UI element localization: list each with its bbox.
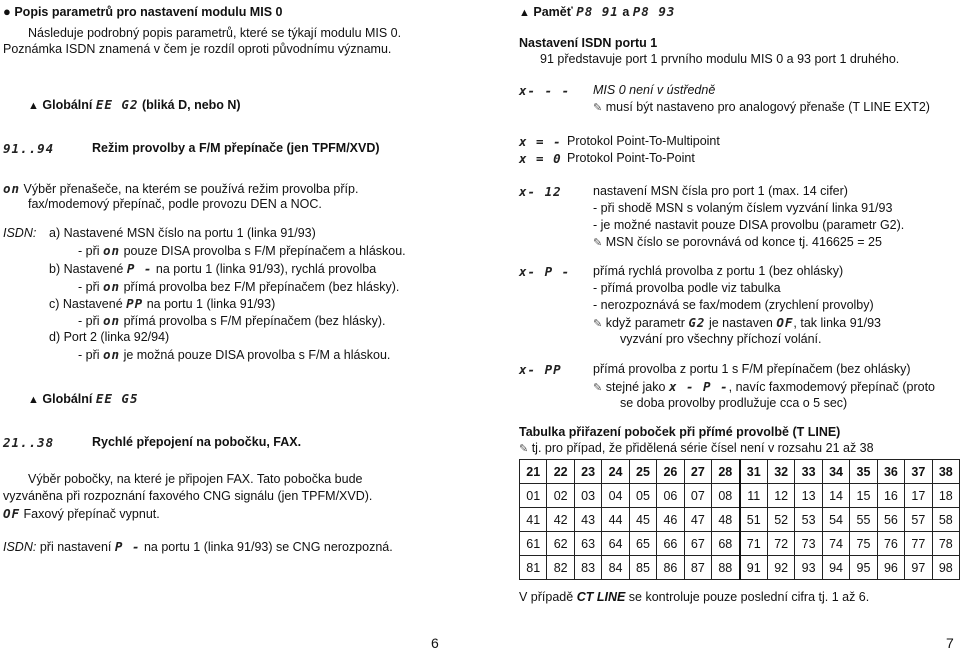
table-cell: 12 — [767, 484, 794, 508]
x-12-l2: - při shodě MSN s volaným číslem vyzvání linka 91/93 — [593, 201, 893, 215]
isdn-cng-line: ISDN: při nastavení P - na portu 1 (linka 91/93) se CNG nerozpozná. — [3, 539, 393, 554]
table-cell: 93 — [795, 556, 822, 580]
table-cell: 63 — [574, 532, 601, 556]
intro-line-1: Následuje podrobný popis parametrů, které se týkají modulu MIS 0. — [28, 26, 402, 40]
intro-line-2: Poznámka ISDN znamená v čem je rozdíl oproti původnímu významu. — [3, 42, 392, 56]
table-cell: 96 — [877, 556, 904, 580]
extension-table — [519, 459, 960, 580]
note-icon: ✎ — [593, 382, 603, 394]
x-eq1: x = - — [519, 134, 562, 149]
table-cell: 48 — [712, 508, 740, 532]
x-12-l4: ✎ MSN číslo se porovnává od konce tj. 416625 = 25 — [593, 235, 882, 249]
table-cell: 42 — [547, 508, 574, 532]
on-line-2: fax/modemový přepínač, podle provozu DEN a NOC. — [28, 197, 322, 211]
table-cell: 54 — [822, 508, 849, 532]
code-21-38: 21..38 — [3, 435, 55, 450]
table-cell: 08 — [712, 484, 740, 508]
table-cell: 14 — [822, 484, 849, 508]
table-cell: 91 — [740, 556, 768, 580]
bullet-icon: ● — [3, 4, 11, 19]
x-dash-l2: ✎ musí být nastaveno pro analogový přenaše (T LINE EXT2) — [593, 100, 930, 114]
table-cell: 02 — [547, 484, 574, 508]
global-ee-g5: ▲ Globální EE G5 — [28, 391, 139, 406]
table-cell: 06 — [657, 484, 684, 508]
section-91-94-header — [3, 141, 54, 157]
x-p-l3: - nerozpoznává se fax/modem (zrychlení provolby) — [593, 298, 874, 312]
fax-line-2: vyzváněna při rozpoznání faxového CNG signálu (jen TPFM/XVD). — [3, 489, 373, 503]
x-p-l2: - přímá provolba podle viz tabulka — [593, 281, 781, 295]
table-cell: 21 — [520, 460, 547, 484]
table-cell: 65 — [629, 532, 656, 556]
table-title: Tabulka přiřazení poboček při přímé provolbě (T LINE) — [519, 425, 841, 439]
table-cell: 05 — [629, 484, 656, 508]
table-row — [520, 508, 960, 532]
table-cell: 37 — [905, 460, 932, 484]
table-cell: 31 — [740, 460, 768, 484]
on-line-1: on Výběr přenašeče, na kterém se používá režim provolba příp. — [3, 181, 359, 196]
isdn-label: ISDN: — [3, 226, 37, 240]
table-cell: 87 — [684, 556, 711, 580]
triangle-icon: ▲ — [519, 7, 530, 19]
table-cell: 13 — [795, 484, 822, 508]
table-cell: 35 — [850, 460, 877, 484]
table-cell: 72 — [767, 532, 794, 556]
x-p-code: x- P - — [519, 264, 571, 279]
table-cell: 03 — [574, 484, 601, 508]
table-cell: 27 — [684, 460, 711, 484]
table-cell: 55 — [850, 508, 877, 532]
table-cell: 77 — [905, 532, 932, 556]
table-cell: 34 — [822, 460, 849, 484]
code-on: on — [3, 181, 21, 196]
ct-line-footer: V případě CT LINE se kontroluje pouze poslední cifra tj. 1 až 6. — [519, 590, 870, 604]
x-pp-code: x- PP — [519, 362, 562, 377]
table-cell: 44 — [602, 508, 629, 532]
code-ee-g2: EE G2 — [95, 97, 139, 112]
left-title: Popis parametrů pro nastavení modulu MIS 0 — [14, 5, 283, 19]
x-eq0: x = 0 — [519, 151, 562, 166]
section-21-38-code — [3, 435, 54, 451]
table-cell: 51 — [740, 508, 768, 532]
code-of: OF — [3, 506, 21, 521]
x-pp-l2: ✎ stejné jako x - P -, navíc faxmodemový přepínač (proto — [593, 379, 935, 394]
option-b-sub: - při on přímá provolba bez F/M přepínačem (bez hlásky). — [78, 279, 400, 294]
x-dash-l1: MIS 0 není v ústředně — [593, 83, 716, 97]
table-row — [520, 484, 960, 508]
fax-line-1: Výběr pobočky, na které je připojen FAX. Tato pobočka bude — [28, 472, 363, 486]
table-cell: 94 — [822, 556, 849, 580]
table-cell: 07 — [684, 484, 711, 508]
section-21-38-title: Rychlé přepojení na pobočku, FAX. — [92, 435, 302, 449]
table-cell: 92 — [767, 556, 794, 580]
x-eq1-text: Protokol Point-To-Multipoint — [567, 134, 720, 148]
code-91-94: 91..94 — [3, 141, 55, 156]
table-cell: 45 — [629, 508, 656, 532]
table-cell: 28 — [712, 460, 740, 484]
option-c-sub: - při on přímá provolba s F/M přepínačem (bez hlásky). — [78, 313, 386, 328]
table-cell: 74 — [822, 532, 849, 556]
table-cell: 81 — [520, 556, 547, 580]
isdn-port-title: Nastavení ISDN portu 1 — [519, 36, 658, 50]
option-a: a) Nastavené MSN číslo na portu 1 (linka 91/93) — [49, 226, 316, 240]
table-cell: 56 — [877, 508, 904, 532]
table-cell: 62 — [547, 532, 574, 556]
triangle-icon: ▲ — [28, 100, 39, 112]
table-cell: 11 — [740, 484, 768, 508]
option-c: c) Nastavené PP na portu 1 (linka 91/93) — [49, 296, 276, 311]
of-line: OF Faxový přepínač vypnut. — [3, 506, 160, 521]
table-cell: 71 — [740, 532, 768, 556]
table-cell: 68 — [712, 532, 740, 556]
table-cell: 82 — [547, 556, 574, 580]
table-cell: 32 — [767, 460, 794, 484]
table-cell: 43 — [574, 508, 601, 532]
x-p-l5: vyzvání pro všechny příchozí volání. — [620, 332, 822, 346]
table-cell: 53 — [795, 508, 822, 532]
table-cell: 47 — [684, 508, 711, 532]
table-cell: 18 — [932, 484, 959, 508]
x-12-code: x- 12 — [519, 184, 562, 199]
x-dash-code: x- - - — [519, 83, 571, 98]
memory-header: ▲ Paměť P8 91 a P8 93 — [519, 4, 676, 19]
table-cell: 95 — [850, 556, 877, 580]
table-cell: 23 — [574, 460, 601, 484]
x-pp-l1: přímá provolba z portu 1 s F/M přepínačem (bez ohlásky) — [593, 362, 911, 376]
page-number-left: 6 — [431, 635, 439, 651]
isdn-port-sub: 91 představuje port 1 prvního modulu MIS 0 a 93 port 1 druhého. — [540, 52, 900, 66]
table-cell: 17 — [905, 484, 932, 508]
option-d: d) Port 2 (linka 92/94) — [49, 330, 170, 344]
code-ee-g5: EE G5 — [95, 391, 139, 406]
x-12-l3: - je možné nastavit pouze DISA provolbu (parametr G2). — [593, 218, 905, 232]
x-p-l4: ✎ když parametr G2 je nastaven OF, tak linka 91/93 — [593, 315, 881, 330]
table-subtitle: ✎ tj. pro případ, že přidělená série čísel není v rozsahu 21 až 38 — [519, 441, 874, 455]
table-cell: 22 — [547, 460, 574, 484]
table-cell: 33 — [795, 460, 822, 484]
table-cell: 16 — [877, 484, 904, 508]
table-cell: 75 — [850, 532, 877, 556]
note-icon: ✎ — [519, 443, 529, 455]
table-cell: 88 — [712, 556, 740, 580]
table-cell: 24 — [602, 460, 629, 484]
note-icon: ✎ — [593, 237, 603, 249]
section-91-94-title: Režim provolby a F/M přepínače (jen TPFM/XVD) — [92, 141, 380, 155]
table-cell: 66 — [657, 532, 684, 556]
page-number-right: 7 — [946, 635, 954, 651]
table-cell: 04 — [602, 484, 629, 508]
table-cell: 41 — [520, 508, 547, 532]
table-cell: 46 — [657, 508, 684, 532]
option-a-sub: - při on pouze DISA provolba s F/M přepínačem a hláskou. — [78, 243, 406, 258]
table-cell: 67 — [684, 532, 711, 556]
table-row — [520, 460, 960, 484]
table-cell: 57 — [905, 508, 932, 532]
table-cell: 26 — [657, 460, 684, 484]
table-row — [520, 532, 960, 556]
global-ee-g2: ▲ Globální EE G2 (bliká D, nebo N) — [28, 97, 241, 112]
option-d-sub: - při on je možná pouze DISA provolba s F/M a hláskou. — [78, 347, 391, 362]
table-cell: 83 — [574, 556, 601, 580]
left-title-line — [3, 4, 282, 20]
table-cell: 98 — [932, 556, 959, 580]
table-cell: 61 — [520, 532, 547, 556]
table-cell: 15 — [850, 484, 877, 508]
table-row — [520, 556, 960, 580]
note-icon: ✎ — [593, 318, 603, 330]
note-icon: ✎ — [593, 102, 603, 114]
table-cell: 64 — [602, 532, 629, 556]
table-cell: 73 — [795, 532, 822, 556]
table-cell: 97 — [905, 556, 932, 580]
table-cell: 78 — [932, 532, 959, 556]
table-cell: 84 — [602, 556, 629, 580]
table-cell: 36 — [877, 460, 904, 484]
x-p-l1: přímá rychlá provolba z portu 1 (bez ohlásky) — [593, 264, 844, 278]
table-cell: 52 — [767, 508, 794, 532]
x-pp-l3: se doba provolby prodlužuje cca o 5 sec) — [620, 396, 848, 410]
table-cell: 58 — [932, 508, 959, 532]
table-cell: 86 — [657, 556, 684, 580]
x-12-l1: nastavení MSN čísla pro port 1 (max. 14 cifer) — [593, 184, 848, 198]
table-cell: 01 — [520, 484, 547, 508]
option-b: b) Nastavené P - na portu 1 (linka 91/93), rychlá provolba — [49, 261, 377, 276]
table-cell: 25 — [629, 460, 656, 484]
table-cell: 85 — [629, 556, 656, 580]
x-eq0-text: Protokol Point-To-Point — [567, 151, 695, 165]
table-cell: 38 — [932, 460, 959, 484]
table-cell: 76 — [877, 532, 904, 556]
triangle-icon: ▲ — [28, 394, 39, 406]
